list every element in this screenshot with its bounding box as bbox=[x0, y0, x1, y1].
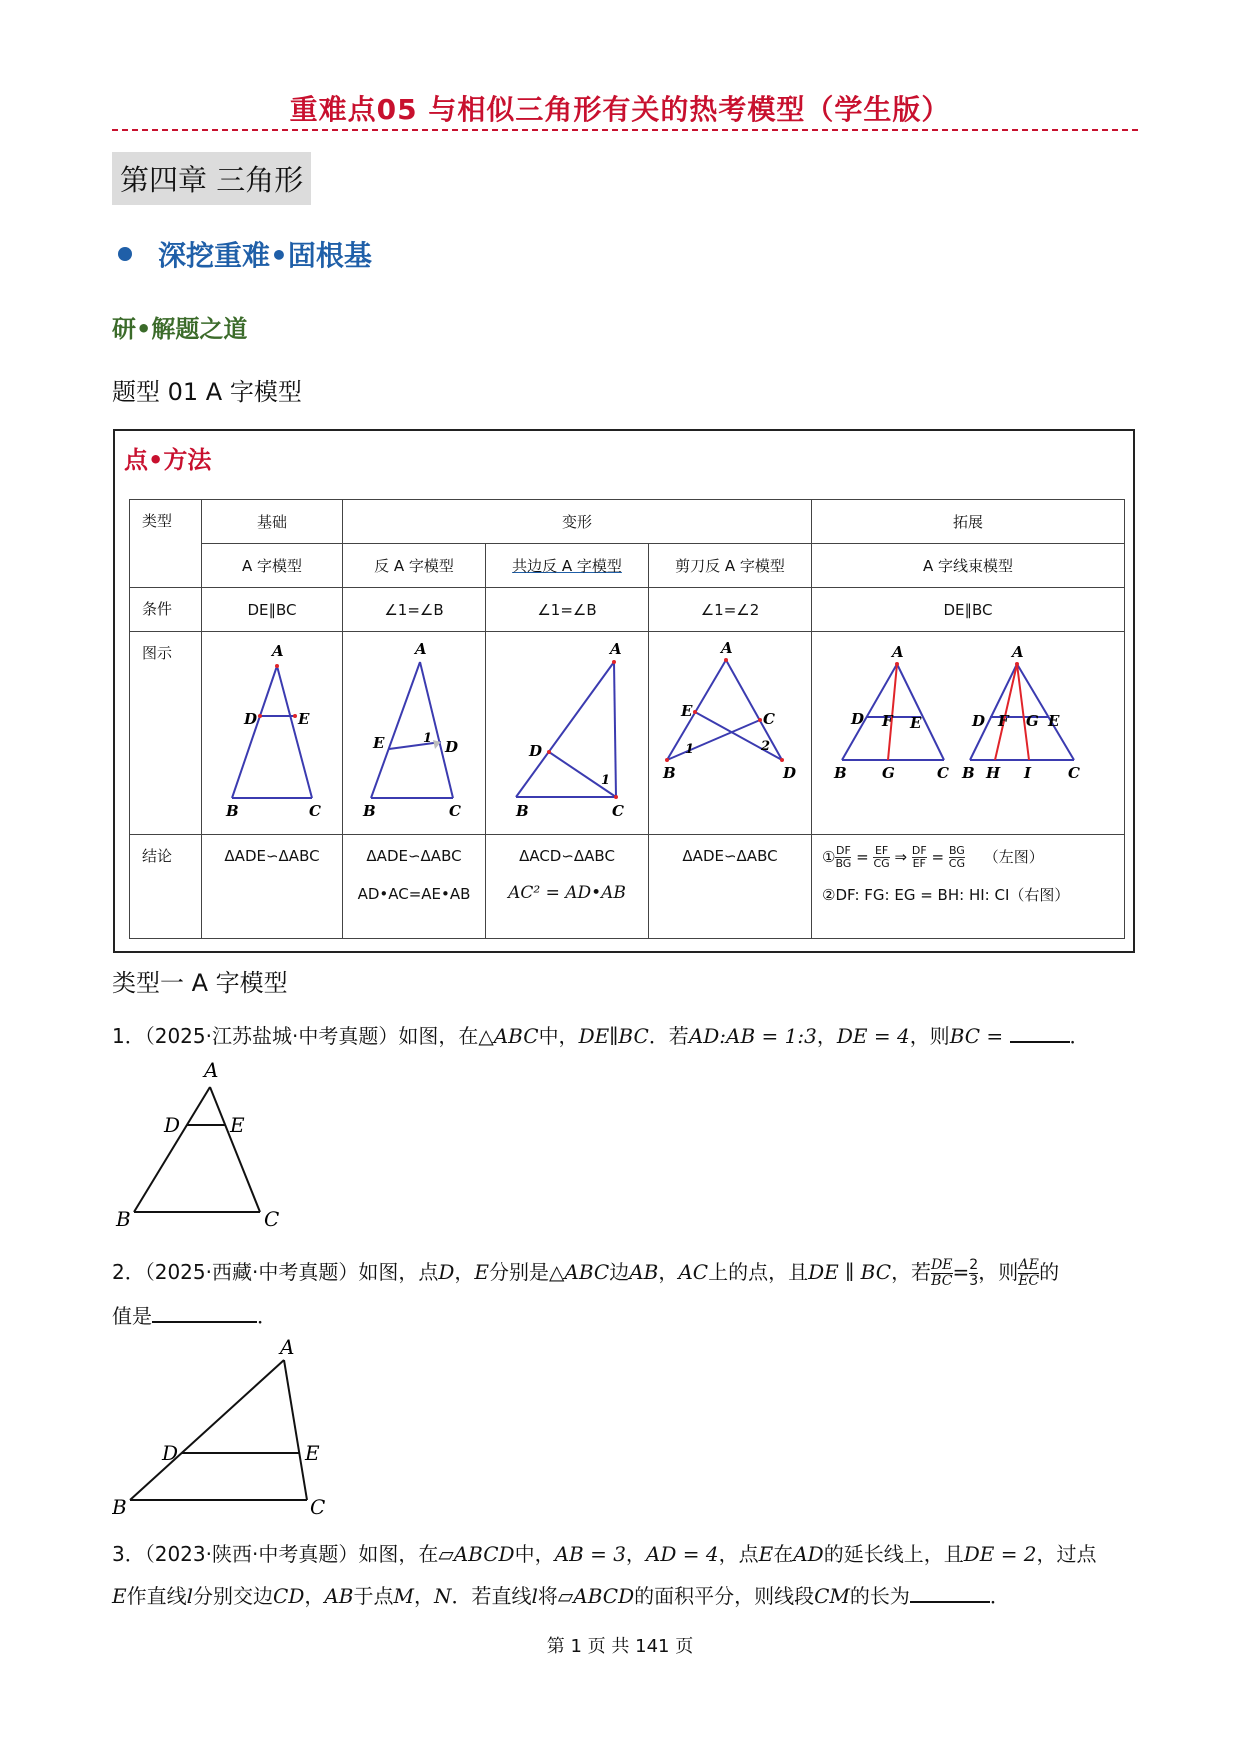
q3-text: ， bbox=[304, 1584, 325, 1608]
fraction-ef-cg bbox=[873, 845, 889, 870]
fraction-bg-cg bbox=[949, 845, 965, 870]
label-b: B bbox=[112, 1495, 127, 1518]
label-c: C bbox=[449, 802, 461, 820]
q3-text: ．若直线 bbox=[451, 1584, 532, 1608]
title-divider bbox=[112, 129, 1138, 131]
conclusion-5-line1 bbox=[822, 845, 1124, 870]
q1-answer-blank[interactable] bbox=[1010, 1023, 1070, 1043]
left-figure-note: （左图） bbox=[983, 848, 1044, 866]
label-d: D bbox=[244, 710, 258, 728]
label-c: C bbox=[763, 710, 775, 728]
q2-math: E bbox=[474, 1260, 489, 1284]
denominator: CG bbox=[873, 857, 890, 870]
numerator: AE bbox=[1018, 1257, 1039, 1273]
q3-text: 中， bbox=[514, 1542, 555, 1566]
label-b: B bbox=[363, 802, 376, 820]
conclusion-3a: ΔACD∽ΔABC bbox=[519, 847, 615, 865]
method-box-title: 点•方法 bbox=[124, 446, 212, 474]
q3-text: 在 bbox=[773, 1542, 794, 1566]
numerator: DE bbox=[931, 1257, 953, 1273]
angle-2-label: 2 bbox=[761, 739, 771, 754]
label-d: D bbox=[445, 738, 459, 756]
q2-text: 的 bbox=[1039, 1260, 1060, 1284]
q1-text: △ bbox=[478, 1024, 494, 1048]
conclusion-4: ΔADE∽ΔABC bbox=[649, 835, 812, 939]
q2-math: AC bbox=[678, 1260, 709, 1284]
q1-text: ． bbox=[1069, 1024, 1090, 1048]
label-e: E bbox=[298, 710, 310, 728]
circle-1: ① bbox=[822, 848, 836, 866]
q1-text: ．若 bbox=[648, 1024, 689, 1048]
group-variant: 变形 bbox=[343, 500, 812, 544]
q2-prefix: 2．（2025·西藏·中考真题）如图，点 bbox=[112, 1260, 439, 1284]
q2-text: ，若 bbox=[891, 1260, 932, 1284]
q1-math: DE = 4 bbox=[836, 1024, 910, 1048]
q2-answer-blank[interactable] bbox=[152, 1303, 257, 1323]
q1-text: ， bbox=[816, 1024, 837, 1048]
equals-sign: = bbox=[856, 848, 869, 866]
q3-math: ▱ABCD bbox=[438, 1542, 515, 1566]
label-e-right: E bbox=[1048, 712, 1060, 730]
question-2 bbox=[112, 1256, 1059, 1289]
q2-text: 值是 bbox=[112, 1304, 152, 1328]
label-d-right: D bbox=[972, 712, 986, 730]
q1-text: 中， bbox=[538, 1024, 579, 1048]
row-label-conclusion: 结论 bbox=[130, 835, 202, 939]
q1-math: ABC bbox=[493, 1024, 539, 1048]
q2-fraction-2-3 bbox=[969, 1258, 978, 1289]
q3-text: 分别交边 bbox=[193, 1584, 274, 1608]
label-i-right: I bbox=[1024, 764, 1032, 782]
group-extension: 拓展 bbox=[812, 500, 1125, 544]
section-heading-text: 深挖重难•固根基 bbox=[158, 239, 372, 272]
q3-math: E bbox=[758, 1542, 774, 1566]
row-label-type: 类型 bbox=[130, 500, 202, 588]
q2-math: △ABC bbox=[549, 1260, 610, 1284]
condition-3: ∠1=∠B bbox=[486, 588, 649, 632]
model-reverse-a: 反 A 字模型 bbox=[343, 544, 486, 588]
label-e: E bbox=[373, 734, 385, 752]
q3-math: l bbox=[531, 1584, 538, 1608]
label-a-right: A bbox=[1012, 643, 1024, 661]
equals-sign: = bbox=[931, 848, 945, 866]
reverse-a-figure bbox=[343, 632, 485, 830]
label-d: D bbox=[529, 742, 543, 760]
label-e: E bbox=[230, 1113, 245, 1137]
label-a: A bbox=[204, 1058, 219, 1082]
q2-text: 分别是 bbox=[489, 1260, 549, 1284]
figure-cell-3 bbox=[486, 632, 649, 835]
numerator: DF bbox=[835, 844, 851, 857]
q3-math: AD bbox=[793, 1542, 824, 1566]
conclusion-5-line2: ②DF: FG: EG = BH: HI: CI（右图） bbox=[822, 886, 1070, 904]
denominator: 3 bbox=[969, 1273, 979, 1289]
label-c: C bbox=[264, 1207, 280, 1230]
q2-fraction-de-bc bbox=[931, 1258, 952, 1289]
q2-math: AB bbox=[629, 1260, 659, 1284]
a-beam-figure bbox=[812, 632, 1124, 830]
numerator: DF bbox=[911, 844, 927, 857]
label-b: B bbox=[663, 764, 676, 782]
q3-text: 的长为 bbox=[849, 1584, 910, 1608]
angle-1-label: 1 bbox=[601, 773, 611, 788]
subsection-heading: 研•解题之道 bbox=[112, 315, 248, 343]
row-label-condition: 条件 bbox=[130, 588, 202, 632]
figure-cell-2 bbox=[343, 632, 486, 835]
q2-text: = bbox=[952, 1260, 970, 1284]
label-g-left: G bbox=[882, 764, 895, 782]
q2-math: D bbox=[438, 1260, 455, 1284]
label-d: D bbox=[783, 764, 797, 782]
q3-text: ，点 bbox=[718, 1542, 759, 1566]
denominator: BC bbox=[931, 1273, 953, 1289]
model-table bbox=[129, 499, 1125, 939]
group-basic: 基础 bbox=[202, 500, 343, 544]
conclusion-2b: AD•AC=AE•AB bbox=[357, 885, 471, 903]
condition-5: DE∥BC bbox=[812, 588, 1125, 632]
section-heading bbox=[118, 234, 372, 274]
angle-1-label: 1 bbox=[685, 742, 695, 757]
q3-prefix: 3．（2023·陕西·中考真题）如图，在 bbox=[112, 1542, 439, 1566]
q2-text: ， bbox=[454, 1260, 475, 1284]
model-a: A 字模型 bbox=[202, 544, 343, 588]
denominator: EC bbox=[1018, 1273, 1040, 1289]
shared-side-reverse-a-figure bbox=[486, 632, 648, 830]
q3-math: N bbox=[433, 1584, 452, 1608]
q3-text: 的面积平分，则线段 bbox=[634, 1584, 815, 1608]
q3-math: AB = 3 bbox=[554, 1542, 626, 1566]
label-g-right: G bbox=[1026, 712, 1039, 730]
q3-math: CD bbox=[273, 1584, 305, 1608]
q3-math: DE = 2 bbox=[963, 1542, 1037, 1566]
label-a: A bbox=[721, 639, 733, 657]
label-b: B bbox=[226, 802, 239, 820]
label-b: B bbox=[516, 802, 529, 820]
q3-text: ， bbox=[413, 1584, 434, 1608]
denominator: CG bbox=[948, 857, 966, 870]
implies-arrow: ⇒ bbox=[894, 848, 908, 866]
chapter-heading: 第四章 三角形 bbox=[112, 152, 311, 205]
label-a: A bbox=[280, 1338, 295, 1359]
model-shared-side-reverse-a-label: 共边反 A 字模型 bbox=[512, 557, 622, 575]
condition-4: ∠1=∠2 bbox=[649, 588, 812, 632]
condition-2: ∠1=∠B bbox=[343, 588, 486, 632]
q3-text: 作直线 bbox=[126, 1584, 187, 1608]
conclusion-3b: AC² = AD•AB bbox=[508, 883, 626, 903]
page-title: 重难点05 与相似三角形有关的热考模型（学生版） bbox=[289, 93, 951, 126]
question-2-line2 bbox=[112, 1300, 277, 1332]
question-3 bbox=[112, 1538, 1097, 1570]
numerator: EF bbox=[874, 844, 889, 857]
q3-math: AB bbox=[324, 1584, 354, 1608]
question-type-heading: 题型 01 A 字模型 bbox=[112, 378, 302, 406]
label-c-right: C bbox=[1068, 764, 1080, 782]
conclusion-2 bbox=[343, 835, 486, 939]
denominator: EF bbox=[912, 857, 926, 870]
page-footer: 第 1 页 共 141 页 bbox=[546, 1636, 694, 1657]
label-d: D bbox=[162, 1441, 179, 1465]
q3-text: 的延长线上，且 bbox=[823, 1542, 964, 1566]
q3-text: ，过点 bbox=[1036, 1542, 1097, 1566]
question-1 bbox=[112, 1020, 1090, 1052]
figure-cell-4 bbox=[649, 632, 812, 835]
q3-math: ▱ABCD bbox=[557, 1584, 635, 1608]
label-f-right: F bbox=[998, 712, 1009, 730]
label-c: C bbox=[309, 802, 321, 820]
label-b-right: B bbox=[962, 764, 975, 782]
q3-math: E bbox=[112, 1584, 127, 1608]
label-c: C bbox=[612, 802, 624, 820]
q3-text: ． bbox=[989, 1584, 1010, 1608]
label-e-left: E bbox=[910, 714, 922, 732]
q3-answer-blank[interactable] bbox=[910, 1583, 990, 1603]
model-shared-side-reverse-a bbox=[486, 544, 649, 588]
numerator: BG bbox=[948, 844, 965, 857]
label-c: C bbox=[310, 1495, 326, 1518]
angle-1-label: 1 bbox=[423, 731, 433, 746]
label-b-left: B bbox=[834, 764, 847, 782]
label-c-left: C bbox=[937, 764, 949, 782]
denominator: BG bbox=[835, 857, 852, 870]
bullet-dot-icon bbox=[118, 247, 132, 261]
label-a: A bbox=[610, 640, 622, 658]
q3-math: AD = 4 bbox=[645, 1542, 719, 1566]
q1-prefix: 1．（2025·江苏盐城·中考真题）如图，在 bbox=[112, 1024, 479, 1048]
label-e: E bbox=[305, 1441, 320, 1465]
q1-math: BC = bbox=[949, 1024, 1010, 1048]
label-f-left: F bbox=[882, 712, 893, 730]
q1-figure bbox=[112, 1055, 292, 1230]
numerator: 2 bbox=[969, 1257, 979, 1273]
label-e: E bbox=[681, 702, 693, 720]
q3-text: ， bbox=[625, 1542, 646, 1566]
label-h-right: H bbox=[986, 764, 1001, 782]
question-3-line2 bbox=[112, 1580, 1010, 1612]
label-d: D bbox=[164, 1113, 181, 1137]
q2-text: 边 bbox=[609, 1260, 630, 1284]
q1-text: ，则 bbox=[909, 1024, 950, 1048]
q3-text: 将 bbox=[537, 1584, 558, 1608]
condition-1: DE∥BC bbox=[202, 588, 343, 632]
conclusion-5 bbox=[812, 835, 1125, 939]
fraction-df-ef bbox=[912, 845, 927, 870]
q2-fraction-ae-ec bbox=[1018, 1258, 1039, 1289]
label-a: A bbox=[415, 640, 427, 658]
q2-text: ． bbox=[257, 1304, 277, 1328]
conclusion-1: ΔADE∽ΔABC bbox=[202, 835, 343, 939]
fraction-df-bg bbox=[835, 845, 851, 870]
q3-math: CM bbox=[814, 1584, 850, 1608]
a-model-figure bbox=[202, 632, 342, 830]
q2-math: DE ∥ BC bbox=[808, 1260, 892, 1284]
q1-math: AD:AB = 1:3 bbox=[688, 1024, 817, 1048]
label-a: A bbox=[272, 642, 284, 660]
q3-math: l bbox=[186, 1584, 194, 1608]
q3-text: 于点 bbox=[353, 1584, 394, 1608]
label-d-left: D bbox=[851, 710, 865, 728]
row-label-figure: 图示 bbox=[130, 632, 202, 835]
type-heading: 类型一 A 字模型 bbox=[112, 969, 288, 997]
q3-math: M bbox=[393, 1584, 414, 1608]
q1-math: DE∥BC bbox=[578, 1024, 649, 1048]
conclusion-2a: ΔADE∽ΔABC bbox=[366, 847, 462, 865]
model-a-beam: A 字线束模型 bbox=[812, 544, 1125, 588]
q2-text: ，则 bbox=[978, 1260, 1019, 1284]
conclusion-3 bbox=[486, 835, 649, 939]
figure-cell-1 bbox=[202, 632, 343, 835]
q2-text: ， bbox=[658, 1260, 679, 1284]
scissors-reverse-a-figure bbox=[649, 632, 811, 830]
figure-cell-5 bbox=[812, 632, 1125, 835]
q2-text: 上的点，且 bbox=[708, 1260, 809, 1284]
label-b: B bbox=[116, 1207, 131, 1230]
label-a-left: A bbox=[892, 643, 904, 661]
model-scissors-reverse-a: 剪刀反 A 字模型 bbox=[649, 544, 812, 588]
q2-figure bbox=[112, 1338, 342, 1518]
